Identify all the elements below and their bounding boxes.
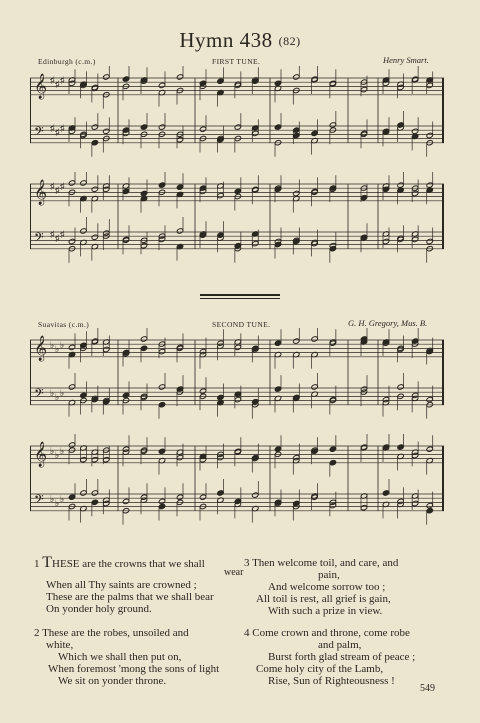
note-head: [199, 126, 206, 132]
note-head: [293, 132, 300, 138]
verse-2-line: When foremost 'mong the sons of light: [48, 663, 220, 675]
note-head: [68, 442, 75, 448]
flat-icon: ♭: [50, 388, 55, 398]
sharp-icon: ♯: [50, 75, 55, 85]
note-head: [68, 494, 75, 500]
second-tune-name: Suavitas (c.m.): [38, 320, 90, 329]
verse-2-line: These are the robes, unsoiled and: [42, 627, 189, 639]
verse-3-line: And welcome sorrow too ;: [268, 581, 386, 593]
verse-4-line: Come holy city of the Lamb,: [256, 663, 384, 675]
note-head: [360, 505, 367, 511]
note-head: [234, 188, 241, 194]
note-head: [411, 190, 418, 196]
note-head: [158, 498, 165, 504]
note-head: [234, 396, 241, 402]
note-head: [411, 128, 418, 134]
second-tune-composer: G. H. Gregory, Mus. B.: [348, 318, 428, 328]
page-number: 549: [420, 683, 435, 694]
note-head: [411, 500, 418, 506]
note-head: [91, 499, 98, 505]
sharp-icon: ♯: [60, 181, 65, 191]
first-tune-composer: Henry Smart.: [383, 55, 429, 65]
note-head: [176, 454, 183, 460]
sharp-icon: ♯: [50, 181, 55, 191]
note-head: [140, 124, 147, 130]
flat-icon: ♭: [60, 446, 65, 456]
sharp-icon: ♯: [60, 123, 65, 133]
note-head: [176, 228, 183, 234]
note-head: [274, 386, 281, 392]
verse-4-line: Come crown and throne, come robe: [252, 627, 410, 639]
verse-1-line: These are the palms that we shall bear: [46, 591, 214, 603]
note-head: [252, 240, 259, 246]
flat-icon: ♭: [60, 340, 65, 350]
note-head: [103, 346, 110, 352]
note-head: [80, 490, 87, 496]
note-head: [140, 336, 147, 342]
note-head: [311, 384, 318, 390]
bass-clef-icon: 𝄢: [34, 492, 44, 510]
tune-divider: [200, 294, 280, 301]
verse-3-line: Then welcome toil, and care, and: [252, 557, 399, 569]
note-head: [426, 82, 433, 88]
note-head: [252, 492, 259, 498]
note-head: [199, 494, 206, 500]
note-head: [68, 238, 75, 244]
verse-1-line: When all Thy saints are crowned ;: [46, 579, 197, 591]
note-head: [293, 127, 300, 133]
note-head: [426, 182, 433, 188]
note-head: [103, 74, 110, 80]
note-head: [426, 508, 433, 514]
note-head: [68, 384, 75, 390]
flat-icon: ♭: [55, 450, 60, 460]
bass-clef-icon: 𝄢: [34, 386, 44, 404]
note-head: [234, 124, 241, 130]
note-head: [382, 490, 389, 496]
verse-3: [244, 557, 398, 617]
flat-icon: ♭: [55, 392, 60, 402]
note-head: [158, 348, 165, 354]
note-head: [80, 228, 87, 234]
second-tune-system-1: [30, 328, 444, 428]
note-head: [252, 130, 259, 136]
note-head: [329, 460, 336, 466]
note-head: [122, 76, 129, 82]
flat-icon: ♭: [50, 340, 55, 350]
note-head: [140, 345, 147, 351]
note-head: [122, 188, 129, 194]
note-head: [426, 238, 433, 244]
hymn-title: [0, 28, 480, 53]
note-head: [91, 457, 98, 463]
note-head: [176, 494, 183, 500]
verse-2-number: 2: [34, 627, 40, 639]
note-head: [103, 128, 110, 134]
note-head: [397, 444, 404, 450]
hymn-title-text: Hymn 438: [179, 28, 273, 52]
note-head: [217, 394, 224, 400]
note-head: [140, 243, 147, 249]
treble-clef-icon: 𝄞: [34, 74, 48, 99]
verse-2: [34, 627, 219, 687]
flat-icon: ♭: [60, 388, 65, 398]
treble-clef-icon: 𝄞: [34, 336, 48, 361]
sharp-icon: ♯: [55, 79, 60, 89]
note-head: [360, 86, 367, 92]
flat-icon: ♭: [55, 498, 60, 508]
note-head: [217, 490, 224, 496]
note-head: [329, 122, 336, 128]
note-head: [176, 137, 183, 143]
first-tune-system-1: [30, 66, 444, 166]
bass-clef-icon: 𝄢: [34, 124, 44, 142]
verse-3-line: All toil is rest, all grief is gain,: [256, 593, 391, 605]
flat-icon: ♭: [55, 344, 60, 354]
sharp-icon: ♯: [50, 229, 55, 239]
verse-1-line: On yonder holy ground.: [46, 603, 152, 615]
note-head: [217, 78, 224, 84]
verse-1: [34, 554, 244, 615]
sharp-icon: ♯: [60, 229, 65, 239]
note-head: [274, 80, 281, 86]
note-head: [176, 184, 183, 190]
note-head: [397, 384, 404, 390]
note-head: [199, 388, 206, 394]
sharp-icon: ♯: [50, 123, 55, 133]
verse-3-line: With such a prize in view.: [268, 605, 383, 617]
note-head: [397, 182, 404, 188]
note-head: [68, 180, 75, 186]
verse-1-first-line: HESE are the crowns that we shall: [52, 558, 205, 570]
second-tune-label: SECOND TUNE.: [212, 320, 271, 329]
verse-1-line: wear: [224, 567, 244, 578]
note-head: [293, 74, 300, 80]
hymn-alt-number: (82): [278, 34, 301, 48]
note-head: [80, 457, 87, 463]
note-head: [158, 182, 165, 188]
note-head: [329, 446, 336, 452]
note-head: [158, 82, 165, 88]
first-tune-name: Edinburgh (c.m.): [38, 57, 96, 66]
note-head: [68, 344, 75, 350]
note-head: [122, 392, 129, 398]
sharp-icon: ♯: [60, 75, 65, 85]
verse-4-number: 4: [244, 627, 250, 639]
verse-1-number: 1: [34, 558, 40, 570]
treble-clef-icon: 𝄞: [34, 180, 48, 205]
verse-2-line: white,: [46, 639, 74, 651]
note-head: [311, 336, 318, 342]
note-head: [158, 402, 165, 408]
note-head: [274, 124, 281, 130]
note-head: [140, 190, 147, 196]
note-head: [234, 344, 241, 350]
verse-4-line: and palm,: [318, 639, 362, 651]
note-head: [80, 392, 87, 398]
note-head: [158, 448, 165, 454]
verse-2-line: We sit on yonder throne.: [58, 675, 167, 687]
note-head: [426, 446, 433, 452]
verse-2-line: Which we shall then put on,: [58, 651, 182, 663]
note-head: [91, 124, 98, 130]
note-head: [80, 180, 87, 186]
flat-icon: ♭: [50, 446, 55, 456]
note-head: [158, 503, 165, 509]
note-head: [103, 457, 110, 463]
note-head: [91, 186, 98, 192]
bass-clef-icon: 𝄢: [34, 230, 44, 248]
first-tune-system-2: [30, 172, 444, 272]
verse-3-number: 3: [244, 557, 250, 569]
treble-clef-icon: 𝄞: [34, 442, 48, 467]
note-head: [274, 340, 281, 346]
note-head: [426, 132, 433, 138]
first-tune-label: FIRST TUNE.: [212, 57, 261, 66]
note-head: [382, 238, 389, 244]
sharp-icon: ♯: [55, 127, 60, 137]
verse-1-drop-cap: T: [42, 554, 53, 571]
verse-4-line: Burst forth glad stream of peace ;: [268, 651, 416, 663]
verse-4-line: Rise, Sun of Righteousness !: [268, 675, 395, 687]
note-head: [411, 236, 418, 242]
flat-icon: ♭: [50, 494, 55, 504]
note-head: [274, 446, 281, 452]
note-head: [311, 130, 318, 136]
flat-icon: ♭: [60, 494, 65, 504]
note-head: [122, 498, 129, 504]
note-head: [426, 396, 433, 402]
note-head: [91, 234, 98, 240]
note-head: [176, 74, 183, 80]
note-head: [293, 338, 300, 344]
note-head: [360, 195, 367, 201]
note-head: [426, 502, 433, 508]
note-head: [91, 490, 98, 496]
note-head: [91, 140, 98, 146]
verse-4: [244, 627, 415, 687]
note-head: [158, 124, 165, 130]
note-head: [158, 384, 165, 390]
verse-3-line: pain,: [318, 569, 340, 581]
note-head: [293, 190, 300, 196]
note-head: [217, 192, 224, 198]
sharp-icon: ♯: [55, 185, 60, 195]
second-tune-system-2: [30, 434, 444, 534]
sharp-icon: ♯: [55, 233, 60, 243]
